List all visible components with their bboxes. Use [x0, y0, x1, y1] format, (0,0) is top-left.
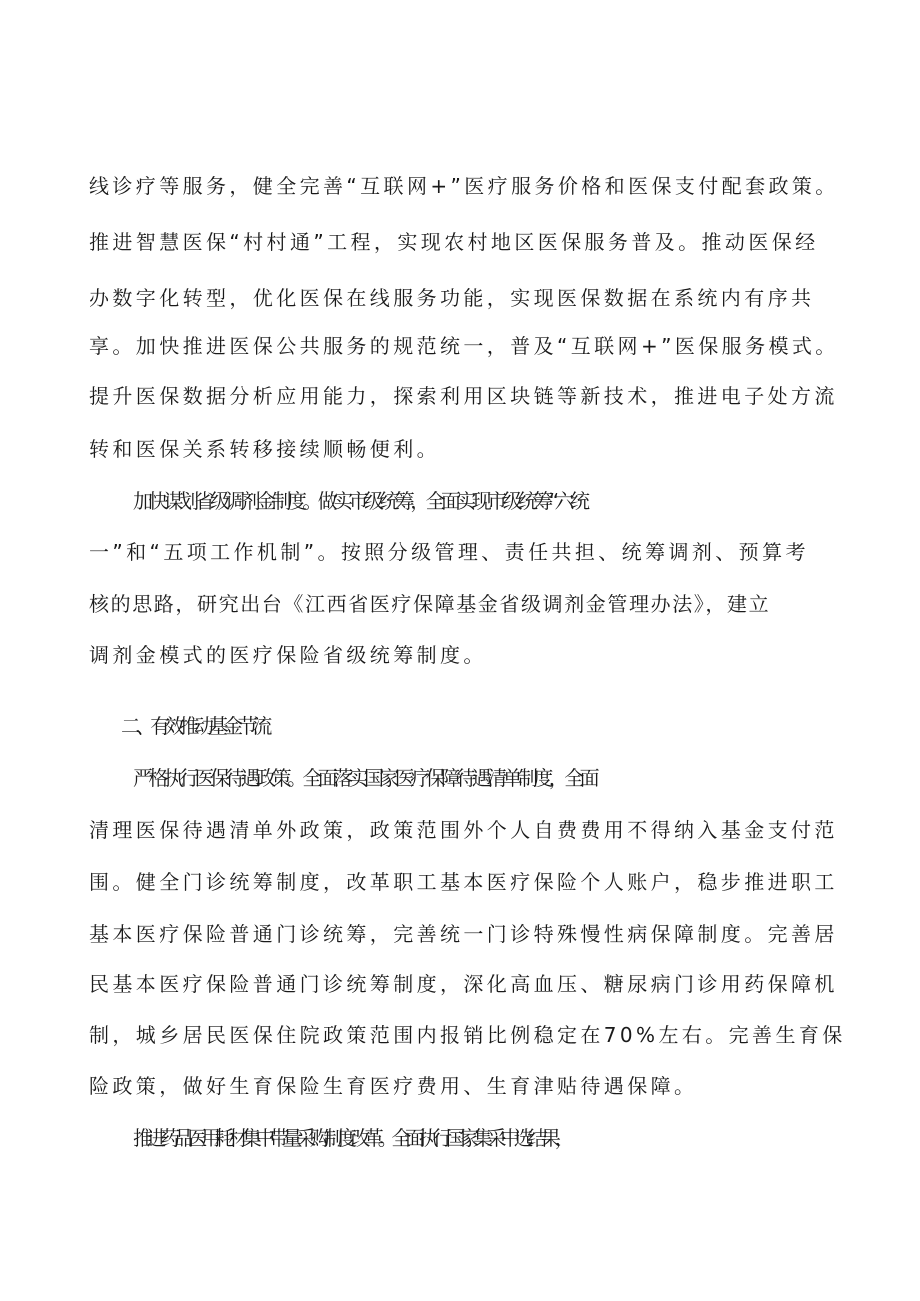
text-line: 提升医保数据分析应用能力，探索利用区块链等新技术，推进电子处方流 — [89, 384, 838, 408]
text-line: 核的思路，研究出台《江西省医疗保障基金省级调剂金管理办法》，建立 — [89, 592, 771, 616]
text-line: 险政策，做好生育保险生育医疗费用、生育津贴待遇保障。 — [89, 1074, 698, 1098]
text-line: 线诊疗等服务，健全完善“互联网+”医疗服务价格和医保支付配套政策。 — [89, 174, 839, 198]
text-line: 制，城乡居民医保住院政策范围内报销比例稳定在70%左右。完善生育保 — [89, 1023, 846, 1047]
text-line: 一”和“五项工作机制”。按照分级管理、责任共担、统筹调剂、预算考 — [89, 540, 809, 564]
section-heading: 二、有效推动基金节流 — [121, 714, 267, 738]
text-line: 基本医疗保险普通门诊统筹，完善统一门诊特殊慢性病保障制度。完善居 — [89, 922, 838, 946]
text-line: 推进智慧医保“村村通”工程，实现农村地区医保服务普及。推动医保经 — [89, 230, 819, 254]
text-line: 围。健全门诊统筹制度，改革职工基本医疗保险个人账户，稳步推进职工 — [89, 870, 838, 894]
text-line: 享。加快推进医保公共服务的规范统一，普及“互联网+”医保服务模式。 — [89, 334, 839, 358]
text-line: 严格执行医保待遇政策。全面落实国家医疗保障待遇清单制度，全面 — [133, 766, 595, 790]
text-line: 推进药品医用耗材集中带量采购制度改革。全面执行国家集采中选结果， — [133, 1126, 569, 1150]
text-line: 转和医保关系转移接续顺畅便利。 — [89, 437, 440, 461]
text-line: 调剂金模式的医疗保险省级统筹制度。 — [89, 643, 487, 667]
text-line: 加快谋划省级调剂金制度。做实市级统筹，全面实现市级统筹“六统 — [133, 489, 586, 513]
text-line: 办数字化转型，优化医保在线服务功能，实现医保数据在系统内有序共 — [89, 286, 815, 310]
text-line: 清理医保待遇清单外政策，政策范围外个人自费费用不得纳入基金支付范 — [89, 818, 838, 842]
text-line: 民基本医疗保险普通门诊统筹制度，深化高血压、糖尿病门诊用药保障机 — [89, 972, 838, 996]
